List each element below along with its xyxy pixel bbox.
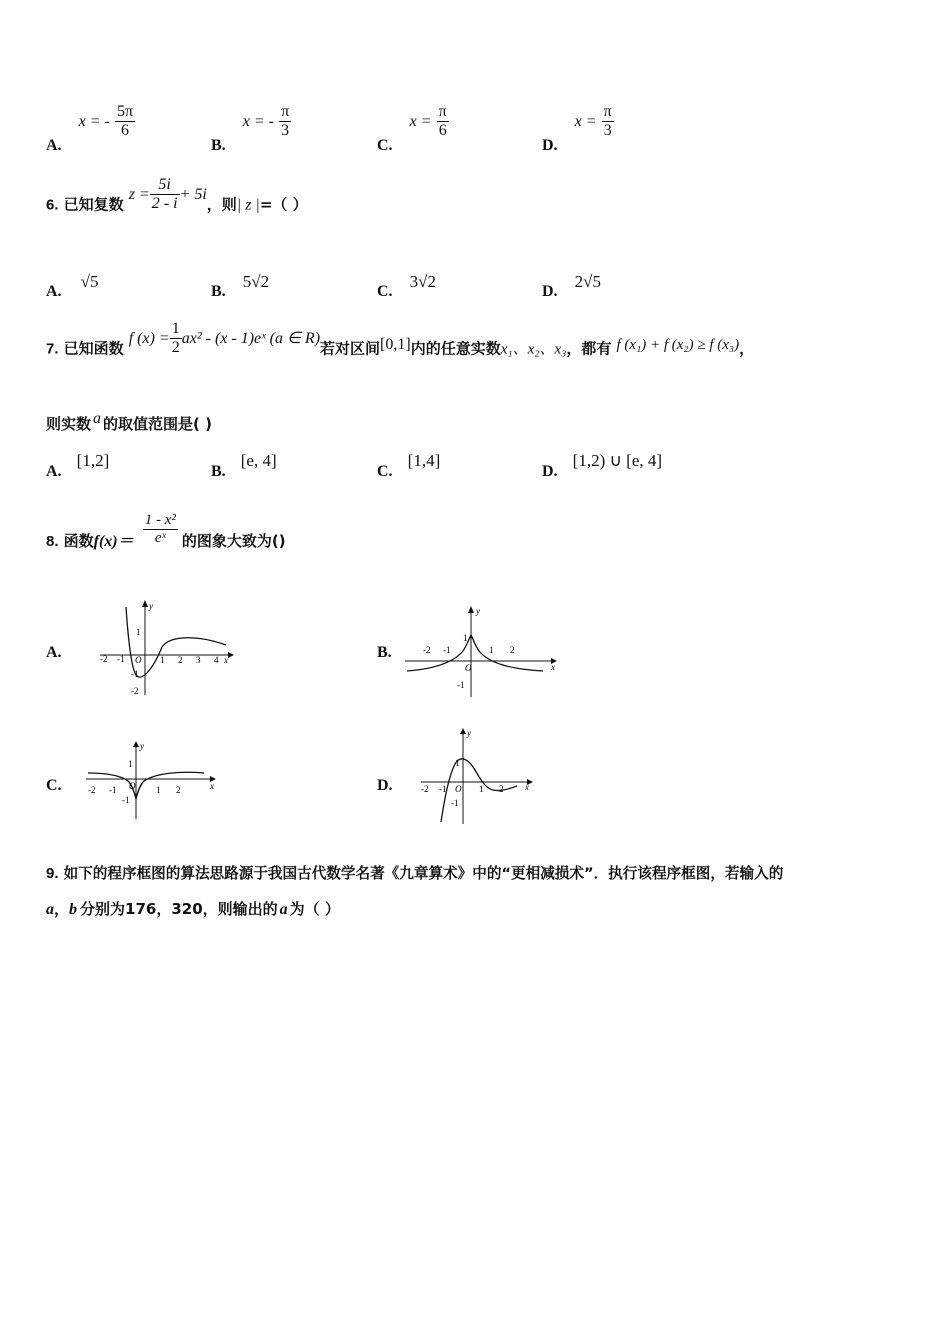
q7-stem <box>46 320 755 368</box>
q7-option-a <box>46 451 110 480</box>
tick-label: -1 <box>109 785 117 795</box>
option-label: D. <box>542 463 558 480</box>
tick-label: 1 <box>160 655 165 665</box>
option-label: C. <box>377 283 393 300</box>
stem-text: 则实数 <box>46 415 92 433</box>
stem-text: 的取值范围是( ) <box>103 415 212 433</box>
q8-graph-c <box>84 739 224 821</box>
q7-stem-line2 <box>46 410 212 434</box>
tick-label: 1 <box>136 627 141 637</box>
tick-label: -2 <box>423 645 431 655</box>
tick-label: 3 <box>196 655 201 665</box>
q9-stem-line1 <box>46 862 783 883</box>
q7-option-b <box>211 451 277 480</box>
option-value: 2√5 <box>574 272 601 291</box>
option-label: C. <box>377 463 393 480</box>
axis-name: y <box>149 601 153 611</box>
tick-label: -1 <box>131 669 139 679</box>
axis-name: x <box>525 782 529 792</box>
axis-name: y <box>467 728 471 738</box>
tick-label: 4 <box>214 655 219 665</box>
option-label: B. <box>211 137 226 155</box>
z-tail: + 5i <box>179 186 207 204</box>
q5-option-b <box>211 103 291 155</box>
stem-text: ，都有 <box>566 339 612 358</box>
tick-label: -2 <box>131 686 139 696</box>
var-a: a <box>93 410 102 427</box>
tick-label: -1 <box>439 784 447 794</box>
option-value: 5√2 <box>242 272 270 291</box>
q5-option-c <box>377 103 449 155</box>
stem-text: 函数 <box>63 532 94 551</box>
question-number: 9. <box>46 865 59 882</box>
q8-stem <box>46 512 286 551</box>
stem-text: 已知函数 <box>63 339 124 358</box>
stem-text: 分别为176，320，则输出的 <box>80 900 278 918</box>
option-label: D. <box>542 283 558 300</box>
stem-text: 如下的程序框图的算法思路源于我国古代数学名著《九章算术》中的“更相减损术”．执行该程序框图，若输入的 <box>63 865 784 882</box>
option-label: A. <box>46 283 62 300</box>
stem-text: 已知复数 <box>63 195 124 214</box>
option-lhs: x = <box>574 113 597 131</box>
q8-graph-b <box>403 603 563 698</box>
option-value: [1,2] <box>76 451 110 470</box>
vars: x₁、x₂、x₃ <box>500 341 567 358</box>
stem-text: 的图象大致为() <box>181 532 286 551</box>
tick-label: 1 <box>156 785 161 795</box>
stem-text: ， <box>739 339 755 358</box>
q8-option-d-label: D. <box>377 777 393 794</box>
q9-stem-line2 <box>46 898 340 919</box>
stem-text: =（ ） <box>259 195 308 214</box>
axis-name: x <box>551 662 555 672</box>
axis-name: x <box>224 655 228 665</box>
z-fraction: $\frac{5i}{2 - i}$ <box>151 176 178 213</box>
tick-label: 1 <box>463 633 468 643</box>
option-value: √5 <box>80 272 99 291</box>
tick-label: 1 <box>455 758 460 768</box>
q8-option-b-label: B. <box>377 644 392 661</box>
option-label: D. <box>542 137 558 155</box>
q8-option-c-label: C. <box>46 777 62 794</box>
tick-label: -1 <box>117 654 125 664</box>
f-lhs: f(x)＝ <box>93 533 134 551</box>
tick-label: -1 <box>457 680 465 690</box>
q5-option-d <box>542 103 614 155</box>
var-a: a <box>279 901 288 918</box>
f-lhs: f (x) = <box>128 330 170 348</box>
q8-option-a-label: A. <box>46 644 62 661</box>
option-fraction: $\frac{\pi}{3}$ <box>603 103 612 140</box>
option-fraction: $\frac{\pi}{6}$ <box>438 103 447 140</box>
axis-name: y <box>476 606 480 616</box>
tick-label: 1 <box>128 759 133 769</box>
option-label: A. <box>46 137 62 155</box>
tick-label: 2 <box>176 785 181 795</box>
tick-label: -1 <box>451 798 459 808</box>
stem-text: ， <box>54 900 70 918</box>
q6-option-a <box>46 272 99 300</box>
q6-option-c <box>377 272 436 300</box>
option-value: [1,2) ∪ [e, 4] <box>572 451 663 470</box>
option-value: 3√2 <box>409 272 436 291</box>
tick-label: -2 <box>100 654 108 664</box>
question-number: 6. <box>46 196 59 214</box>
var-b: b <box>69 901 78 918</box>
tick-label: 2 <box>510 645 515 655</box>
tick-label: -1 <box>443 645 451 655</box>
option-lhs: x = <box>409 113 432 131</box>
q7-option-d <box>542 451 663 480</box>
q7-option-c <box>377 451 441 480</box>
question-number: 7. <box>46 340 59 358</box>
option-value: [1,4] <box>407 451 441 470</box>
inequality: f (x₁) + f (x₂) ≥ f (x₃) <box>616 337 740 354</box>
q8-graph-d <box>417 726 541 826</box>
interval: [0,1] <box>380 336 411 354</box>
stem-text: 为（ ） <box>289 900 340 918</box>
option-label: A. <box>46 463 62 480</box>
abs-z: | z | <box>236 196 260 214</box>
axis-name: x <box>210 781 214 791</box>
stem-text: 若对区间 <box>320 339 381 358</box>
tick-label: O <box>455 784 462 794</box>
question-number: 8. <box>46 533 59 551</box>
option-lhs: x = - <box>78 113 110 131</box>
tick-label: O <box>465 663 472 673</box>
q6-stem <box>46 176 308 224</box>
tick-label: 1 <box>479 784 484 794</box>
option-value: [e, 4] <box>240 451 277 470</box>
stem-text: 内的任意实数 <box>410 339 501 358</box>
tick-label: -2 <box>88 785 96 795</box>
tick-label: O <box>135 655 142 665</box>
tick-label: 2 <box>499 784 504 794</box>
q6-option-d <box>542 272 601 300</box>
option-fraction: $\frac{5\pi}{6}$ <box>116 103 134 140</box>
tick-label: -2 <box>421 784 429 794</box>
q8-graph-a <box>98 597 238 697</box>
option-fraction: $\frac{\pi}{3}$ <box>281 103 290 140</box>
q5-option-a <box>46 103 135 155</box>
tick-label: O <box>129 781 136 791</box>
f-fraction: $\frac{\text{1 - x²}}{\text{eˣ}}$ <box>144 512 176 547</box>
option-label: C. <box>377 137 393 155</box>
axis-name: y <box>140 741 144 751</box>
var-a: a <box>46 901 54 918</box>
tick-label: -1 <box>122 795 130 805</box>
f-rhs: ax² - (x - 1)eˣ (a ∈ R) <box>181 330 321 348</box>
tick-label: 1 <box>489 645 494 655</box>
q6-option-b <box>211 272 270 300</box>
option-label: B. <box>211 283 226 300</box>
option-label: B. <box>211 463 226 480</box>
z-lhs: z = <box>128 186 150 204</box>
stem-text: ，则 <box>206 195 237 214</box>
option-lhs: x = - <box>242 113 274 131</box>
half-fraction: $\frac{1}{2}$ <box>171 320 180 357</box>
tick-label: 2 <box>178 655 183 665</box>
